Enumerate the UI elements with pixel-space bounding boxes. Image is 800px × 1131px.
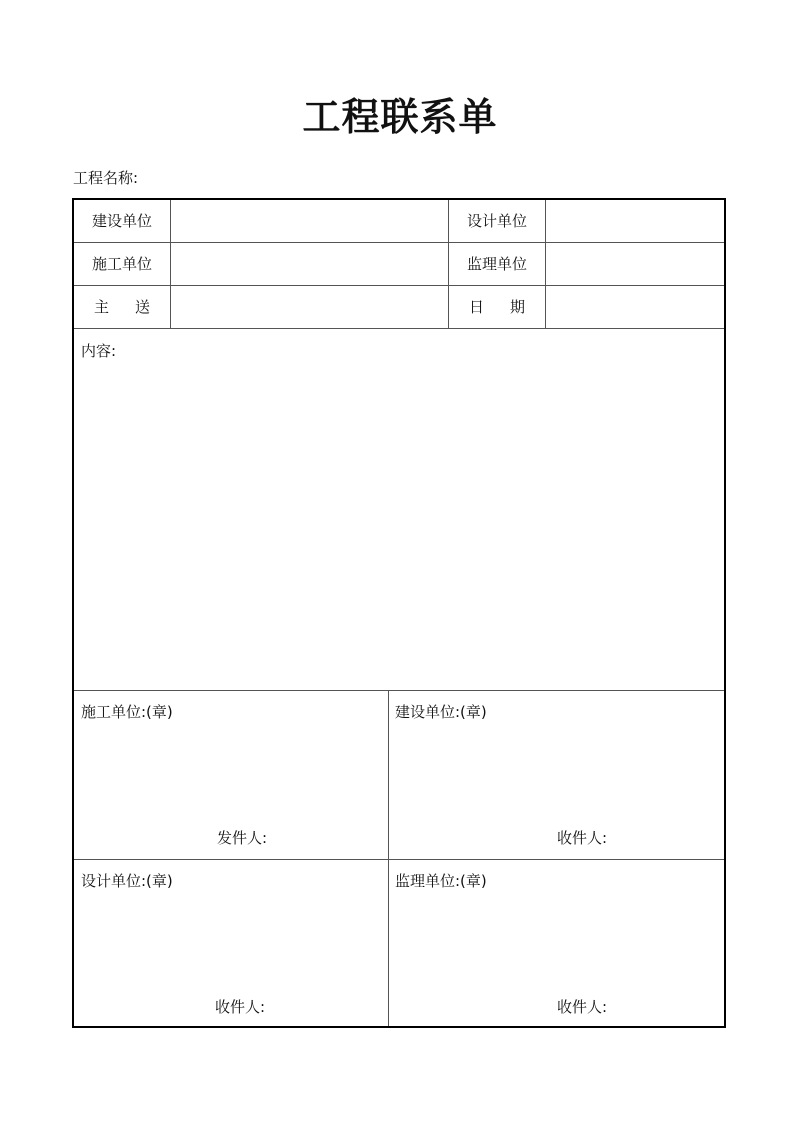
- row-divider: [74, 859, 724, 860]
- construction-owner-value[interactable]: [171, 200, 448, 242]
- supervision-unit-label: 监理单位: [466, 255, 527, 273]
- date-value[interactable]: [546, 286, 724, 328]
- content-label: 内容:: [81, 342, 117, 360]
- column-divider: [388, 690, 389, 1026]
- design-seal-label: 设计单位:(章): [81, 872, 173, 890]
- main-recipient-value[interactable]: [171, 286, 448, 328]
- contractor-value[interactable]: [171, 243, 448, 285]
- contractor-label: 施工单位: [91, 255, 152, 273]
- project-name-label: 工程名称:: [73, 169, 139, 187]
- sender-label: 发件人:: [217, 829, 268, 847]
- owner-recipient-label: 收件人:: [557, 829, 608, 847]
- supervision-seal-label: 监理单位:(章): [395, 872, 487, 890]
- construction-owner-label: 建设单位: [91, 212, 152, 230]
- supervision-recipient-label: 收件人:: [557, 998, 608, 1016]
- row-divider: [74, 690, 724, 691]
- design-unit-value[interactable]: [546, 200, 724, 242]
- design-unit-label: 设计单位: [466, 212, 527, 230]
- supervision-unit-value[interactable]: [546, 243, 724, 285]
- content-area[interactable]: [74, 329, 724, 690]
- design-recipient-label: 收件人:: [215, 998, 266, 1016]
- date-label: 日期: [468, 298, 551, 316]
- owner-seal-label: 建设单位:(章): [395, 703, 487, 721]
- main-recipient-label: 主送: [93, 298, 176, 316]
- contractor-seal-label: 施工单位:(章): [81, 703, 173, 721]
- contact-form-table: [72, 198, 726, 1028]
- page-title: 工程联系单: [302, 95, 498, 139]
